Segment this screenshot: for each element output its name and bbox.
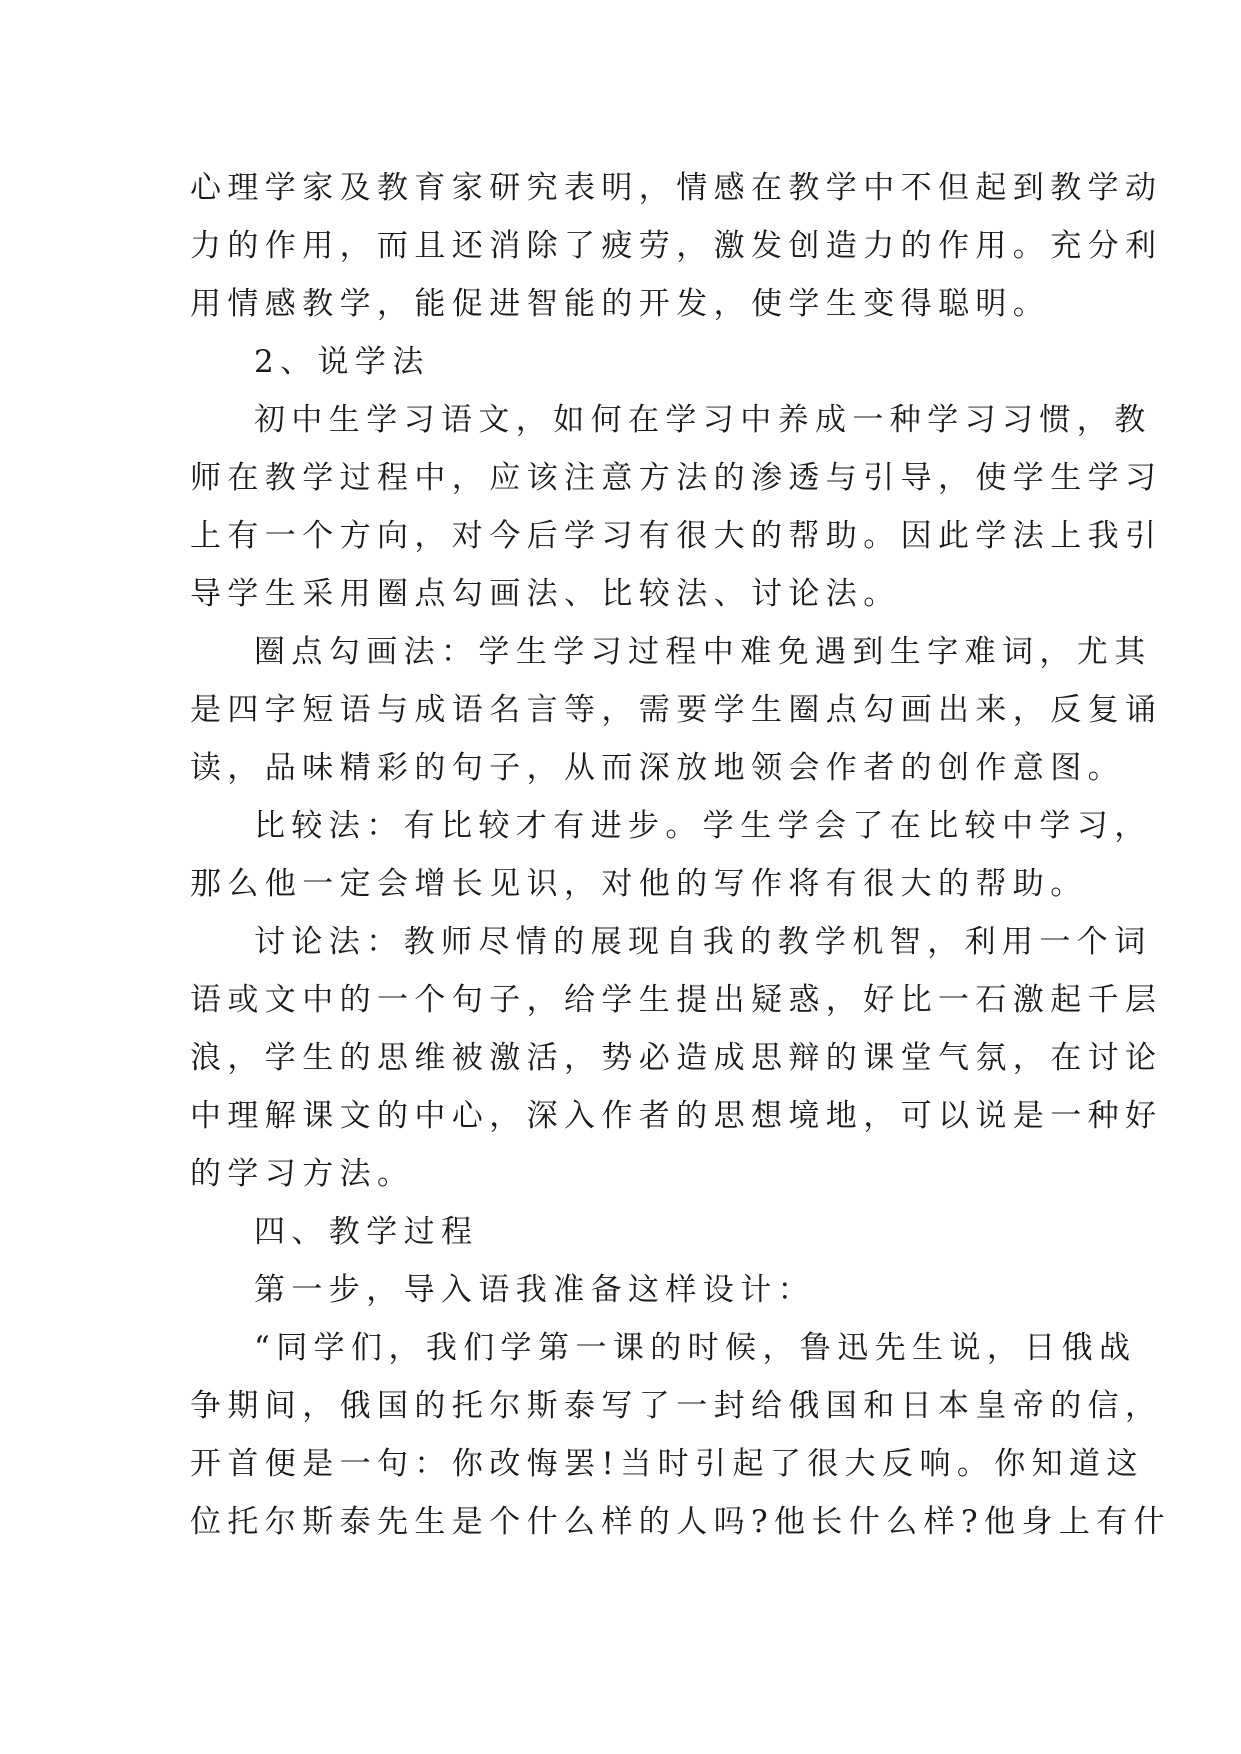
section-heading: 四、教学过程 [254,1214,479,1250]
text-line: 师在教学过程中，应该注意方法的渗透与引导，使学生学习 [190,460,1163,496]
text-line: 读，品味精彩的句子，从而深放地领会作者的创作意图。 [190,750,1125,786]
text-line: 上有一个方向，对今后学习有很大的帮助。因此学法上我引 [190,518,1163,554]
text-line: 那么他一定会增长见识，对他的写作将有很大的帮助。 [190,866,1088,902]
text-line: 初中生学习语文，如何在学习中养成一种学习习惯，教 [254,402,1152,438]
text-line: 心理学家及教育家研究表明，情感在教学中不但起到教学动 [190,170,1163,206]
text-line: 语或文中的一个句子，给学生提出疑惑，好比一石激起千层 [190,982,1163,1018]
text-line: 位托尔斯泰先生是个什么样的人吗?他长什么样?他身上有什 [190,1504,1172,1540]
text-line: 讨论法：教师尽情的展现自我的教学机智，利用一个词 [254,924,1152,960]
text-line: 力的作用，而且还消除了疲劳，激发创造力的作用。充分利 [190,228,1163,264]
text-line: 导学生采用圈点勾画法、比较法、讨论法。 [190,576,901,612]
text-line: 第一步，导入语我准备这样设计： [254,1272,815,1308]
text-line: 争期间，俄国的托尔斯泰写了一封给俄国和日本皇帝的信， [190,1388,1163,1424]
text-line: 的学习方法。 [190,1156,415,1192]
text-line: 比较法：有比较才有进步。学生学会了在比较中学习， [254,808,1152,844]
text-line: 圈点勾画法：学生学习过程中难免遇到生字难词，尤其 [254,634,1152,670]
text-line: 是四字短语与成语名言等，需要学生圈点勾画出来，反复诵 [190,692,1163,728]
section-heading: 2、说学法 [254,344,430,380]
text-line: “同学们，我们学第一课的时候，鲁迅先生说，日俄战 [254,1330,1137,1366]
text-line: 用情感教学，能促进智能的开发，使学生变得聪明。 [190,286,1051,322]
text-line: 开首便是一句：你改悔罢!当时引起了很大反响。你知道这 [190,1446,1144,1482]
text-line: 浪，学生的思维被激活，势必造成思辩的课堂气氛，在讨论 [190,1040,1163,1076]
text-line: 中理解课文的中心，深入作者的思想境地，可以说是一种好 [190,1098,1163,1134]
